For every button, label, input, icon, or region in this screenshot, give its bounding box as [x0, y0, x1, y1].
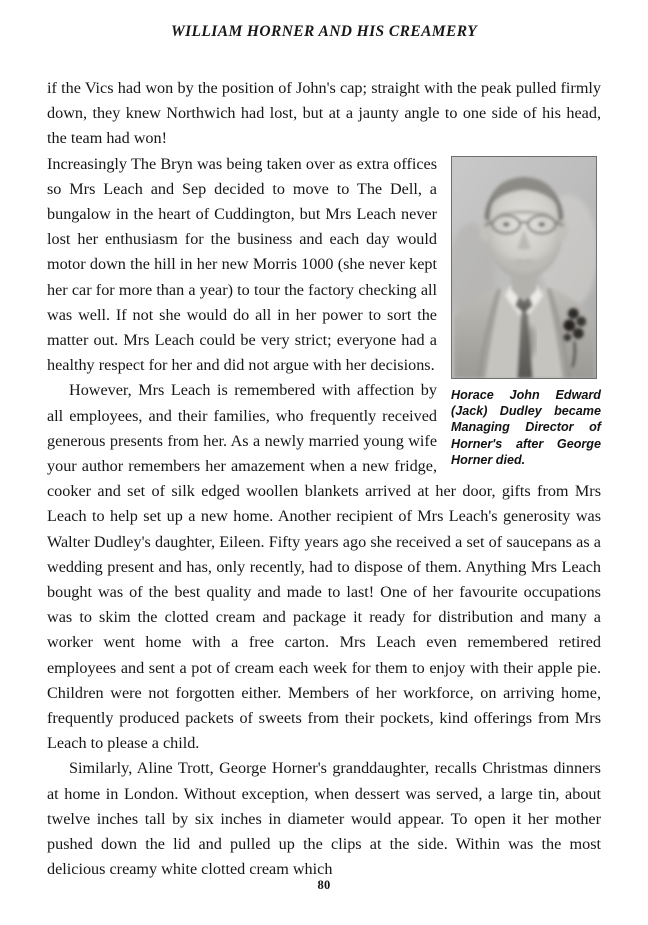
figure-portrait — [451, 156, 601, 469]
page-number: 80 — [317, 878, 331, 892]
paragraph-3: However, Mrs Leach is remembered with affection by all employees, and their families, who frequently received generous presents from her. As a newly married young wife your author remembers her amazement when a new fridge, cooker and set of silk edged woollen blankets arrived at her door, gifts from Mrs Leach to help set up a new home. Another recipient of Mrs Leach's generosity was Walter Dudley's daughter, Eileen. Fifty years ago she received a set of saucepans as a wedding present and has, only recently, had to dispose of them. Anything Mrs Leach bought was of the best quality and made to last! One of her favourite occupations was to skim the clotted cream and package it ready for distribution and many a worker went home with a free carton. Mrs Leach even remembered retired employees and sent a pot of cream each week for them to enjoy with their apple pie. Children were not forgotten either. Members of her workforce, on arriving home, frequently produced packets of sweets from their pockets, kind offerings from Mrs Leach to please a child. — [47, 381, 601, 753]
paragraph-1: if the Vics had won by the position of John's cap; straight with the peak pulled firmly down, they knew Northwich had lost, but at a jaunty angle to one side of his head, the team had won! — [47, 79, 601, 148]
text-column — [47, 76, 601, 883]
figure-caption: Horace John Edward (Jack) Dudley became Managing Director of Horner's after George Horner died. — [451, 387, 601, 468]
paragraph-2: Increasingly The Bryn was being taken over as extra offices so Mrs Leach and Sep decided to move to The Dell, a bungalow in the heart of Cuddington, but Mrs Leach never lost her enthusiasm for the business and each day would motor down the hill in her new Morris 1000 (she never kept her car for more than a year) to tour the factory checking all was well. If not she would do all in her power to sort the matter out. Mrs Leach could be very strict; everyone had a healthy respect for her and did not argue with her decisions. — [47, 154, 437, 375]
running-head: WILLIAM HORNER AND HIS CREAMERY — [170, 23, 478, 40]
portrait-photo — [451, 156, 597, 379]
paragraph-4: Similarly, Aline Trott, George Horner's granddaughter, recalls Christmas dinners at home in London. Without exception, when dessert was served, a large tin, about twelve inches tall by six inches in diameter would appear. To open it her mother pushed down the lid and pulled up the clips at the side. Within was the most delicious creamy white clotted cream which — [47, 759, 601, 879]
